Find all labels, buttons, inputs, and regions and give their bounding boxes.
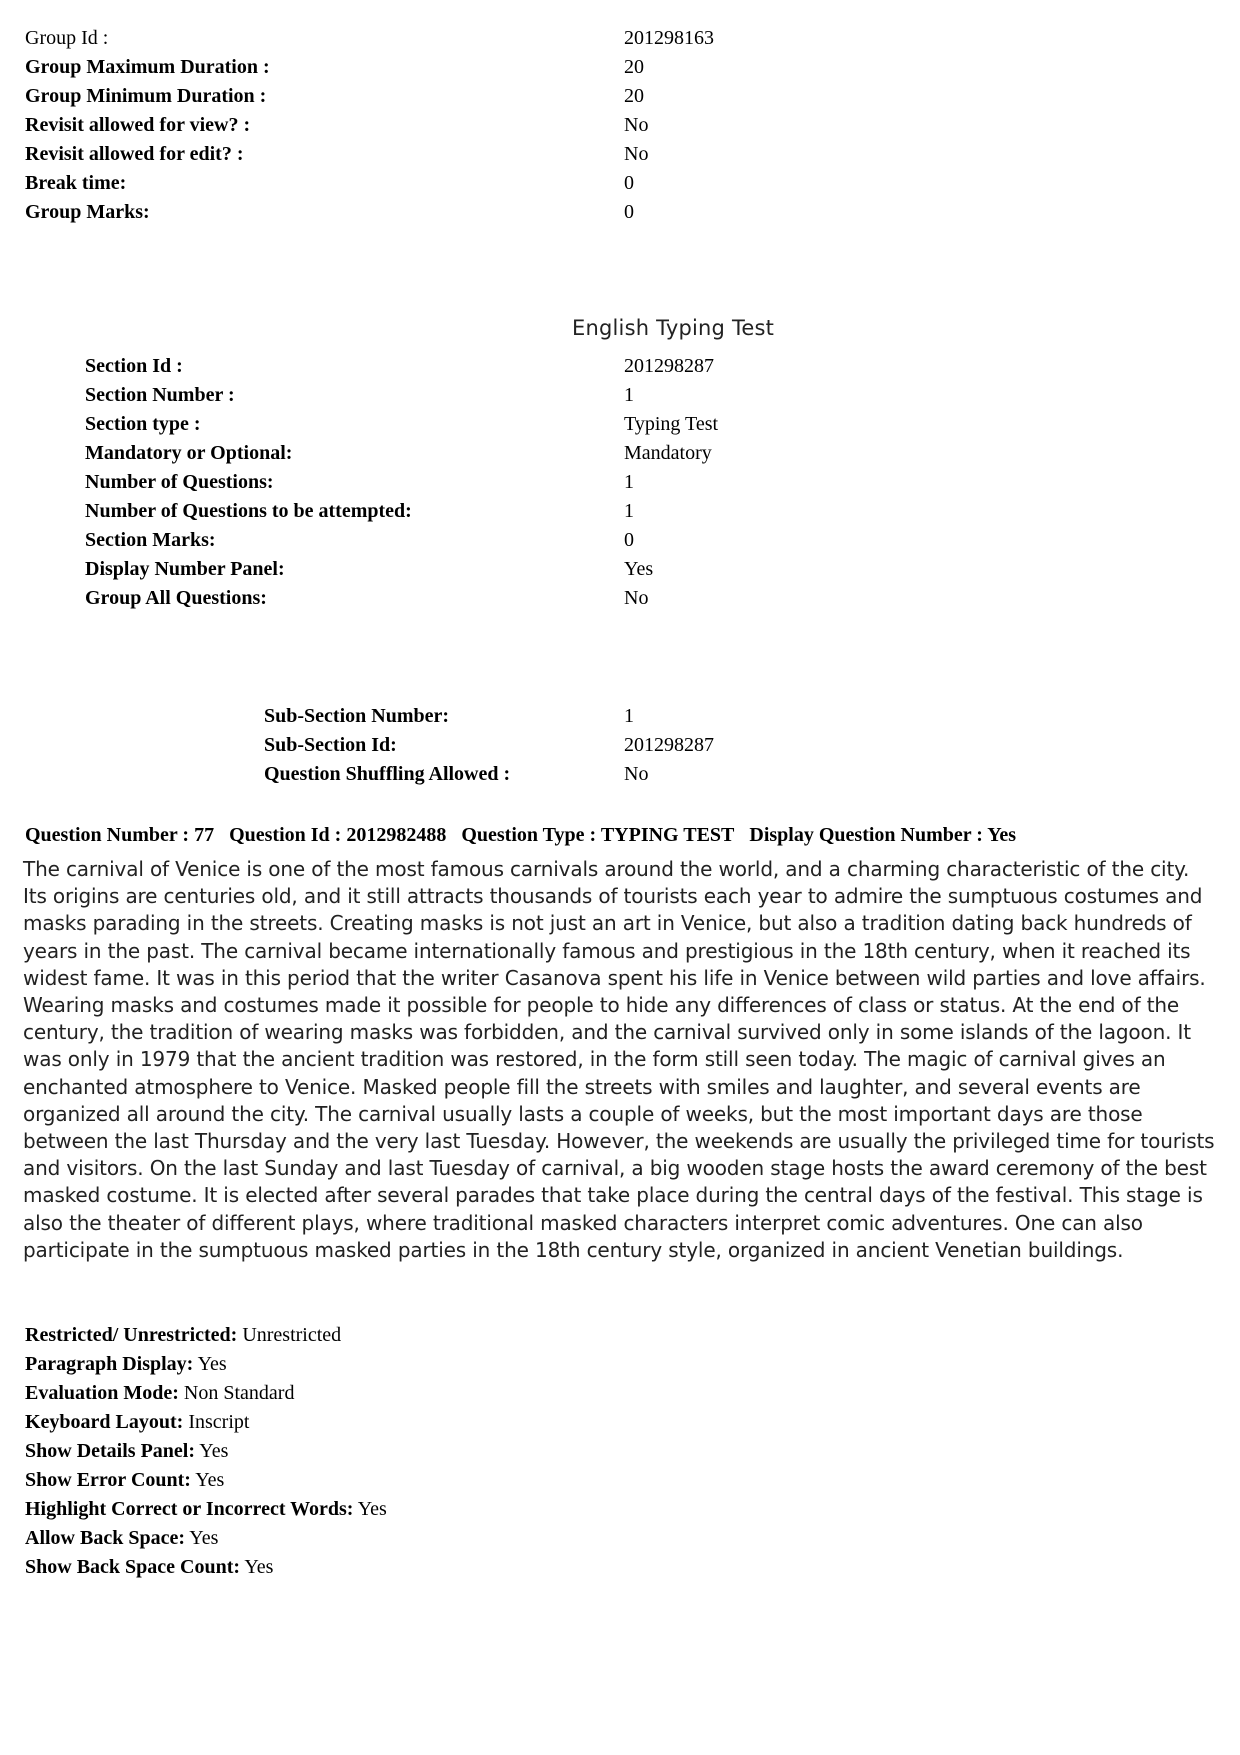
- subsection-number-value: 1: [624, 705, 634, 727]
- option-value: Yes: [195, 1469, 225, 1491]
- mandatory-optional-label: Mandatory or Optional:: [85, 442, 293, 464]
- question-id: Question Id : 2012982488: [229, 824, 447, 846]
- option-value: Yes: [189, 1527, 219, 1549]
- question-shuffling-value: No: [624, 763, 649, 785]
- revisit-view-label: Revisit allowed for view? :: [25, 114, 251, 136]
- subsection-id-value: 201298287: [624, 734, 714, 756]
- group-id-value: 201298163: [624, 27, 714, 49]
- break-time-label: Break time:: [25, 172, 127, 194]
- question-shuffling-label: Question Shuffling Allowed :: [264, 763, 511, 785]
- option-row: [25, 1553, 273, 1582]
- questions-to-attempt-value: 1: [624, 500, 634, 522]
- option-row: [25, 1321, 341, 1350]
- option-row: [25, 1495, 387, 1524]
- section-type-value: Typing Test: [624, 413, 719, 435]
- section-id-label: Section Id :: [85, 355, 183, 377]
- option-row: [25, 1350, 227, 1379]
- display-question-number: Display Question Number : Yes: [749, 824, 1017, 846]
- option-value: Inscript: [188, 1411, 250, 1433]
- question-type: Question Type : TYPING TEST: [461, 824, 735, 846]
- option-label: Show Back Space Count:: [25, 1556, 241, 1578]
- option-row: [25, 1408, 249, 1437]
- option-value: Yes: [197, 1353, 227, 1375]
- group-marks-value: 0: [624, 201, 634, 223]
- option-row: [25, 1437, 228, 1466]
- option-row: [25, 1524, 218, 1553]
- option-value: Non Standard: [183, 1382, 295, 1404]
- subsection-number-label: Sub-Section Number:: [264, 705, 450, 727]
- question-header: [25, 824, 1026, 847]
- section-title: English Typing Test: [572, 316, 775, 340]
- option-label: Show Error Count:: [25, 1469, 191, 1491]
- section-number-label: Section Number :: [85, 384, 235, 406]
- group-max-duration-label: Group Maximum Duration :: [25, 56, 270, 78]
- option-value: Yes: [357, 1498, 387, 1520]
- option-label: Allow Back Space:: [25, 1527, 185, 1549]
- option-label: Evaluation Mode:: [25, 1382, 179, 1404]
- number-of-questions-label: Number of Questions:: [85, 471, 274, 493]
- option-label: Keyboard Layout:: [25, 1411, 184, 1433]
- revisit-view-value: No: [624, 114, 649, 136]
- option-value: Yes: [199, 1440, 229, 1462]
- option-label: Paragraph Display:: [25, 1353, 194, 1375]
- mandatory-optional-value: Mandatory: [624, 442, 712, 464]
- group-min-duration-value: 20: [624, 85, 644, 107]
- display-number-panel-label: Display Number Panel:: [85, 558, 285, 580]
- subsection-id-label: Sub-Section Id:: [264, 734, 397, 756]
- section-marks-label: Section Marks:: [85, 529, 216, 551]
- display-number-panel-value: Yes: [624, 558, 654, 580]
- revisit-edit-value: No: [624, 143, 649, 165]
- section-marks-value: 0: [624, 529, 634, 551]
- option-label: Restricted/ Unrestricted:: [25, 1324, 238, 1346]
- revisit-edit-label: Revisit allowed for edit? :: [25, 143, 244, 165]
- break-time-value: 0: [624, 172, 634, 194]
- option-value: Unrestricted: [242, 1324, 342, 1346]
- option-row: [25, 1379, 294, 1408]
- group-id-label: Group Id :: [25, 27, 109, 49]
- section-id-value: 201298287: [624, 355, 714, 377]
- section-type-label: Section type :: [85, 413, 201, 435]
- option-label: Highlight Correct or Incorrect Words:: [25, 1498, 354, 1520]
- number-of-questions-value: 1: [624, 471, 634, 493]
- questions-to-attempt-label: Number of Questions to be attempted:: [85, 500, 412, 522]
- group-all-questions-label: Group All Questions:: [85, 587, 267, 609]
- option-row: [25, 1466, 224, 1495]
- group-all-questions-value: No: [624, 587, 649, 609]
- group-max-duration-value: 20: [624, 56, 644, 78]
- group-marks-label: Group Marks:: [25, 201, 150, 223]
- group-min-duration-label: Group Minimum Duration :: [25, 85, 267, 107]
- typing-paragraph: The carnival of Venice is one of the most famous carnivals around the world, and a charming characteristic of the city. Its origins are centuries old, and it still attracts thousands of tourists each year to admire the sumptuous costumes and masks parading in the streets. Creating masks is not just an art in Venice, but also a tradition dating back hundreds of years in the past. The carnival became internationally famous and prestigious in the 18th century, when it reached its widest fame. It was in this period that the writer Casanova spent his life in Venice between wild parties and love affairs. Wearing masks and costumes made it possible for people to hide any differences of class or status. At the end of the century, the tradition of wearing masks was forbidden, and the carnival survived only in some islands of the lagoon. It was only in 1979 that the ancient tradition was restored, in the form still seen today. The magic of carnival gives an enchanted atmosphere to Venice. Masked people fill the streets with smiles and laughter, and several events are organized all around the city. The carnival usually lasts a couple of weeks, but the most important days are those between the last Thursday and the very last Tuesday. However, the weekends are usually the privileged time for tourists and visitors. On the last Sunday and last Tuesday of carnival, a big wooden stage hosts the award ceremony of the best masked costume. It is elected after several parades that take place during the central days of the festival. This stage is also the theater of different plays, where traditional masked characters interpret comic adventures. One can also participate in the sumptuous masked parties in the 18th century style, organized in ancient Venetian buildings.: [23, 857, 1215, 1262]
- option-label: Show Details Panel:: [25, 1440, 195, 1462]
- section-number-value: 1: [624, 384, 634, 406]
- option-value: Yes: [244, 1556, 274, 1578]
- question-number: Question Number : 77: [25, 824, 215, 846]
